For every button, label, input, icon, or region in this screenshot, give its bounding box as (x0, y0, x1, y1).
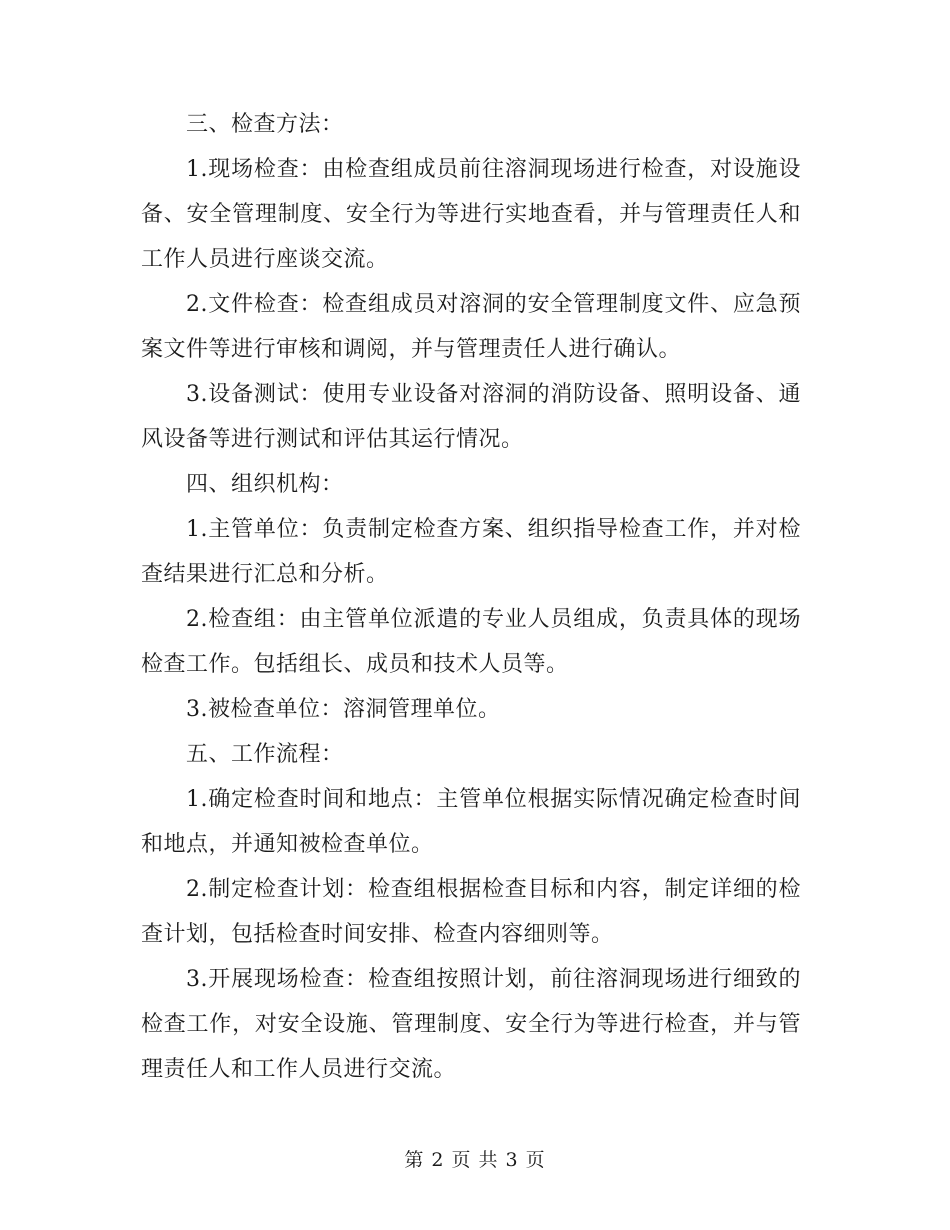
paragraph-inspected-unit: 3.被检查单位：溶洞管理单位。 (186, 697, 501, 722)
section-heading-workflow: 五、工作流程： (186, 742, 344, 767)
paragraph-onsite-work: 3.开展现场检查：检查组按照计划，前往溶洞现场进行细致的检查工作，对安全设施、管理制度、安全行为等进行检查，并与管理责任人和工作人员进行交流。 (141, 967, 801, 1082)
document-body (141, 102, 801, 1092)
paragraph-onsite-inspection: 1.现场检查：由检查组成员前往溶洞现场进行检查，对设施设备、安全管理制度、安全行为等进行实地查看，并与管理责任人和工作人员进行座谈交流。 (141, 157, 801, 272)
paragraph-inspection-team: 2.检查组：由主管单位派遣的专业人员组成，负责具体的现场检查工作。包括组长、成员和技术人员等。 (141, 607, 801, 677)
section-heading-organization: 四、组织机构： (186, 472, 344, 497)
section-heading-inspection-methods: 三、检查方法： (186, 112, 344, 137)
paragraph-determine-time-place: 1.确定检查时间和地点：主管单位根据实际情况确定检查时间和地点，并通知被检查单位。 (141, 787, 801, 857)
paragraph-inspection-plan: 2.制定检查计划：检查组根据检查目标和内容，制定详细的检查计划，包括检查时间安排、检查内容细则等。 (141, 877, 801, 947)
paragraph-equipment-testing: 3.设备测试：使用专业设备对溶洞的消防设备、照明设备、通风设备等进行测试和评估其运行情况。 (141, 382, 801, 452)
paragraph-competent-unit: 1.主管单位：负责制定检查方案、组织指导检查工作，并对检查结果进行汇总和分析。 (141, 517, 801, 587)
page-number-footer: 第 2 页 共 3 页 (404, 1149, 546, 1171)
paragraph-document-inspection: 2.文件检查：检查组成员对溶洞的安全管理制度文件、应急预案文件等进行审核和调阅，并与管理责任人进行确认。 (141, 292, 801, 362)
